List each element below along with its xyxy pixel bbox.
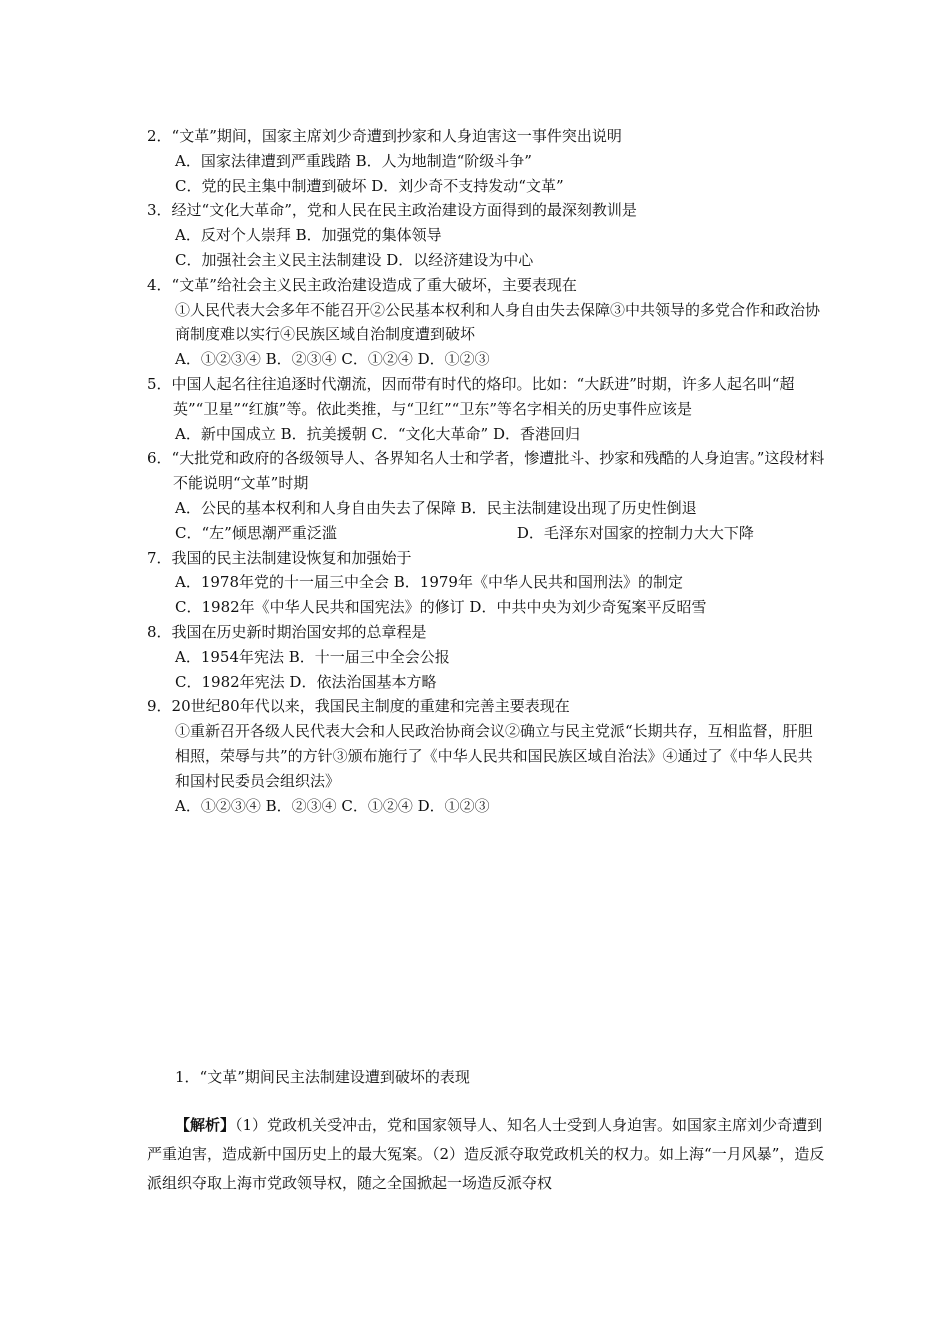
- option-line: A．新中国成立 B．抗美援朝 C．“文化大革命” D．香港回归: [175, 424, 581, 443]
- question-9: [147, 694, 827, 818]
- question-detail: ①人民代表大会多年不能召开②公民基本权利和人身自由失去保障③中共领导的多党合作和政治协商制度难以实行④民族区域自治制度遭到破坏: [175, 300, 821, 344]
- option-line: A．①②③④ B．②③④ C．①②④ D．①②③: [175, 350, 490, 369]
- option-line: A．公民的基本权利和人身自由失去了保障 B．民主法制建设出现了历史性倒退: [175, 498, 697, 517]
- question-8: [147, 620, 827, 694]
- option-right: D．毛泽东对国家的控制力大大下降: [516, 523, 754, 542]
- option-line: C．加强社会主义民主法制建设 D．以经济建设为中心: [175, 250, 534, 269]
- question-stem: 7．我国的民主法制建设恢复和加强始于: [147, 548, 412, 567]
- analysis-text: （1）党政机关受冲击，党和国家领导人、知名人士受到人身迫害。如国家主席刘少奇遭到严重迫害，造成新中国历史上的最大冤案。（2）造反派夺取党政机关的权力。如上海“一月风暴”，造反派组织夺取上海市党政领导权，随之全国掀起一场造反派夺权: [147, 1116, 825, 1192]
- question-stem: 3．经过“文化大革命”，党和人民在民主政治建设方面得到的最深刻教训是: [147, 201, 637, 220]
- question-stem: 2．“文革”期间，国家主席刘少奇遭到抄家和人身迫害这一事件突出说明: [147, 127, 622, 145]
- option-line: C．1982年《中华人民共和国宪法》的修订 D．中共中央为刘少奇冤案平反昭雪: [175, 598, 707, 617]
- option-line: C．1982年宪法 D．依法治国基本方略: [175, 672, 437, 691]
- question-stem: 8．我国在历史新时期治国安邦的总章程是: [147, 622, 427, 641]
- option-line: [147, 521, 827, 546]
- question-2: [147, 124, 827, 198]
- question-4: [147, 273, 827, 372]
- question-list: [147, 124, 827, 818]
- option-line: A．国家法律遭到严重践踏 B．人为地制造“阶级斗争”: [175, 151, 532, 170]
- analysis-paragraph: [147, 1111, 837, 1198]
- option-line: C．党的民主集中制遭到破坏 D．刘少奇不支持发动“文革”: [175, 176, 564, 195]
- analysis-tag: 【解析】: [175, 1116, 236, 1134]
- question-3: [147, 198, 827, 272]
- option-line: A．1954年宪法 B．十一届三中全会公报: [175, 647, 450, 666]
- question-stem: 6．“大批党和政府的各级领导人、各界知名人士和学者，惨遭批斗、抄家和残酷的人身迫害。”这段材料不能说明“文革”时期: [147, 449, 825, 493]
- question-5: [147, 372, 827, 446]
- question-stem: 9．20世纪80年代以来，我国民主制度的重建和完善主要表现在: [147, 697, 570, 716]
- question-6: [147, 446, 827, 545]
- section-title: 1．“文革”期间民主法制建设遭到破坏的表现: [175, 1068, 470, 1086]
- question-detail: ①重新召开各级人民代表大会和人民政治协商会议②确立与民主党派“长期共存，互相监督，肝胆相照，荣辱与共”的方针③颁布施行了《中华人民共和国民族区域自治法》④通过了《中华人民共和国村民委员会组织法》: [175, 722, 813, 790]
- option-line: A．①②③④ B．②③④ C．①②④ D．①②③: [175, 796, 490, 815]
- question-stem: 4．“文革”给社会主义民主政治建设造成了重大破坏，主要表现在: [147, 275, 577, 294]
- option-line: A．反对个人崇拜 B．加强党的集体领导: [175, 226, 442, 245]
- question-stem: 5．中国人起名往往追逐时代潮流，因而带有时代的烙印。比如：“大跃进”时期，许多人起名叫“超英”“卫星”“红旗”等。依此类推，与“卫红”“卫东”等名字相关的历史事件应该是: [147, 374, 795, 418]
- question-7: [147, 546, 827, 620]
- option-left: C．“左”倾思潮严重泛滥: [175, 523, 337, 542]
- option-line: A．1978年党的十一届三中全会 B．1979年《中华人民共和国刑法》的制定: [175, 573, 683, 592]
